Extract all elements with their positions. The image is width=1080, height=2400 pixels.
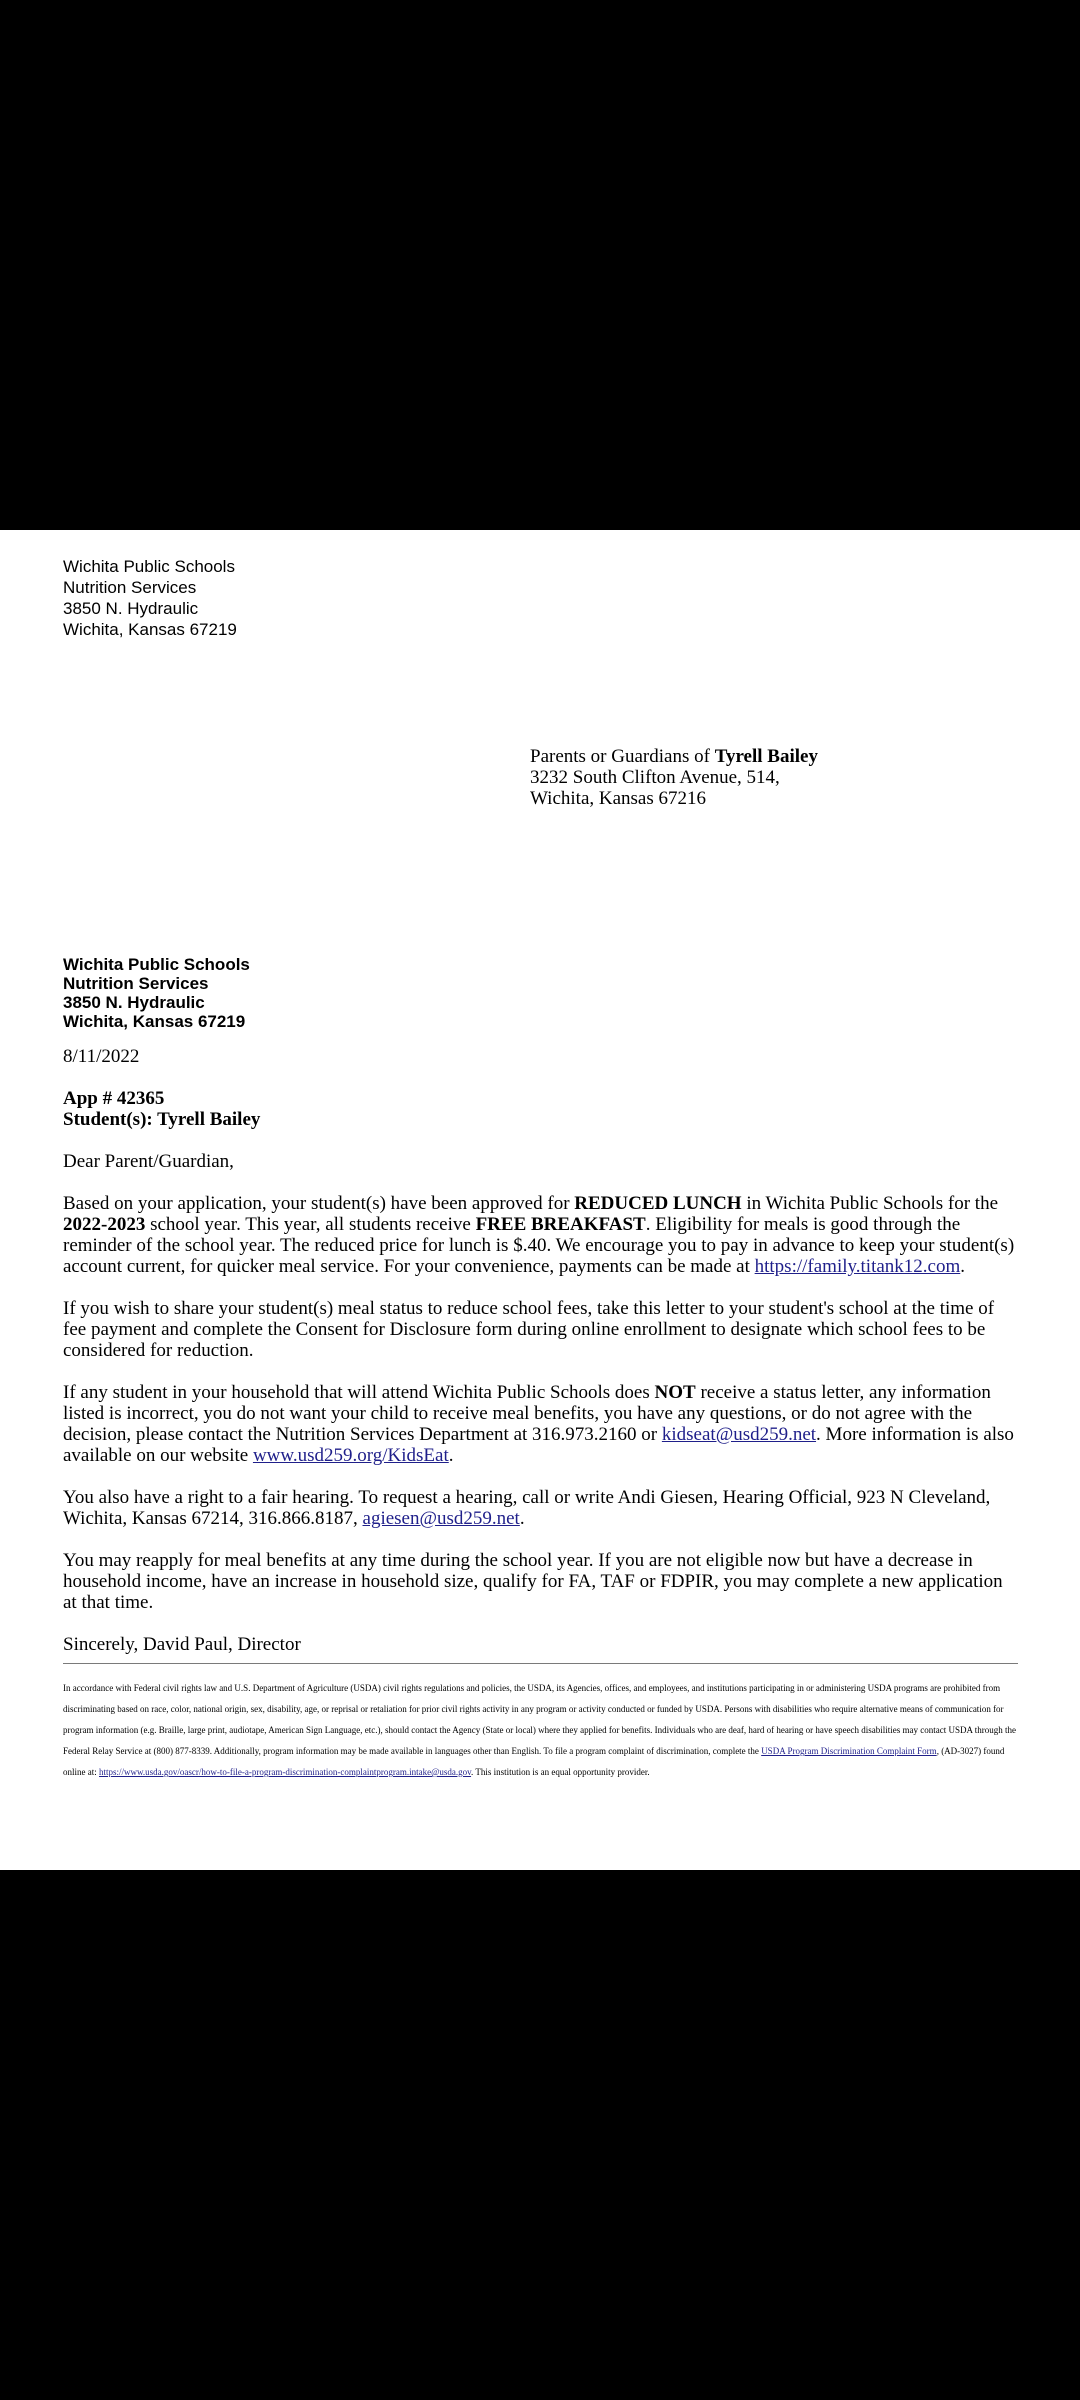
recipient-prefix: Parents or Guardians of <box>530 746 715 767</box>
sender-bold-line-2: Nutrition Services <box>63 974 209 993</box>
kidseat-website-link[interactable]: www.usd259.org/KidsEat <box>252 1445 449 1466</box>
sender-line-4: Wichita, Kansas 67219 <box>63 620 237 639</box>
para1-free-breakfast: FREE BREAKFAST <box>475 1214 646 1235</box>
footer-divider <box>63 1663 1018 1664</box>
footer-text-3: . This institution is an equal opportunity provider. <box>471 1767 650 1777</box>
sender-line-2: Nutrition Services <box>63 578 197 597</box>
sender-bold-line-3: 3850 N. Hydraulic <box>63 993 205 1012</box>
letter-page <box>0 530 1080 1870</box>
paragraph-contact <box>63 1382 1018 1466</box>
paragraph-reapply: You may reapply for meal benefits at any time during the school year. If you are not eligible now but have a decrease in household income, have an increase in household size, qualify for FA, TAF or FDPIR, you may complete a new application at that time. <box>63 1550 1003 1613</box>
sender-address-bold <box>63 955 250 1031</box>
hearing-email-link[interactable]: agiesen@usd259.net <box>362 1508 520 1529</box>
paragraph-hearing <box>63 1487 1018 1529</box>
para1-text-4: . Eligibility for meals is good through the reminder of the school year. The reduced price for lunch is $.40. We encourage you to pay in advance to keep your student(s) account current, for quicker meal service. For your convenience, payments can be made at <box>63 1214 1015 1277</box>
sender-bold-line-4: Wichita, Kansas 67219 <box>63 1012 246 1031</box>
para3-text-3: . More information is also available on our website <box>63 1424 1014 1466</box>
letter-body <box>63 1046 1018 1655</box>
para1-reduced-lunch: REDUCED LUNCH <box>574 1193 742 1214</box>
para3-not: NOT <box>654 1382 696 1403</box>
signature: Sincerely, David Paul, Director <box>63 1634 301 1655</box>
usda-complaint-form-link[interactable]: USDA Program Discrimination Complaint Form <box>761 1746 937 1756</box>
app-number: App # 42365 <box>63 1088 165 1109</box>
para1-text-5: . <box>960 1256 966 1277</box>
recipient-line-2: 3232 South Clifton Avenue, 514, <box>530 767 780 788</box>
para3-text-1: If any student in your household that will attend Wichita Public Schools does <box>63 1382 655 1403</box>
recipient-line-1 <box>530 746 818 767</box>
para3-text-2: receive a status letter, any information listed is incorrect, you do not want your child to receive meal benefits, you have any questions, or do not agree with the decision, please contact the Nutrition Services Department at 316.973.2160 or <box>63 1382 991 1445</box>
usda-complaint-url-link[interactable]: https://www.usda.gov/oascr/how-to-file-a-program-discrimination-complaint <box>99 1767 377 1777</box>
para1-text-3: school year. This year, all students receive <box>145 1214 476 1235</box>
kidseat-email-link[interactable]: kidseat@usd259.net <box>661 1424 817 1445</box>
para1-text-2: in Wichita Public Schools for the <box>741 1193 999 1214</box>
sender-bold-line-1: Wichita Public Schools <box>63 955 250 974</box>
application-info <box>63 1088 1018 1130</box>
footer-text-1: In accordance with Federal civil rights law and U.S. Department of Agriculture (USDA) civil rights regulations and policies, the USDA, its Agencies, offices, and employees, and institutions participating in or administering USDA programs are prohibited from discriminating based on race, color, national origin, sex, disability, age, or reprisal or retaliation for prior civil rights activity in any program or activity conducted or funded by USDA. Persons with disabilities who require alternative means of communication for program information (e.g. Braille, large print, audiotape, American Sign Language, etc.), should contact the Agency (State or local) where they applied for benefits. Individuals who are deaf, hard of hearing or have speech disabilities may contact USDA through the Federal Relay Service at (800) 877-8339. Additionally, program information may be made available in languages other than English. To file a program complaint of discrimination, complete the <box>63 1683 1017 1756</box>
sender-address <box>63 556 237 640</box>
para1-school-year: 2022-2023 <box>63 1214 146 1235</box>
students-line: Student(s): Tyrell Bailey <box>63 1109 261 1130</box>
footer-text-2: , (AD-3027) found online at: <box>63 1746 1005 1777</box>
letter-date: 8/11/2022 <box>63 1046 140 1067</box>
recipient-name: Tyrell Bailey <box>714 746 818 767</box>
paragraph-fees: If you wish to share your student(s) meal status to reduce school fees, take this letter to your student's school at the time of fee payment and complete the Consent for Disclosure form during online enrollment to designate which school fees to be considered for reduction. <box>63 1298 995 1361</box>
usda-intake-email-link[interactable]: program.intake@usda.gov <box>376 1767 472 1777</box>
paragraph-approval <box>63 1193 1018 1277</box>
salutation: Dear Parent/Guardian, <box>63 1151 234 1172</box>
para4-text-2: . <box>519 1508 525 1529</box>
sender-line-3: 3850 N. Hydraulic <box>63 599 199 618</box>
usda-nondiscrimination-statement <box>63 1678 1018 1783</box>
recipient-line-3: Wichita, Kansas 67216 <box>530 788 707 809</box>
recipient-address <box>530 746 818 809</box>
para4-text-1: You also have a right to a fair hearing. To request a hearing, call or write Andi Giesen, Hearing Official, 923 N Cleveland, Wichita, Kansas 67214, 316.866.8187, <box>63 1487 991 1529</box>
para1-text-1: Based on your application, your student(s) have been approved for <box>63 1193 575 1214</box>
para3-text-4: . <box>448 1445 454 1466</box>
sender-line-1: Wichita Public Schools <box>63 557 235 576</box>
payment-link[interactable]: https://family.titank12.com <box>754 1256 961 1277</box>
